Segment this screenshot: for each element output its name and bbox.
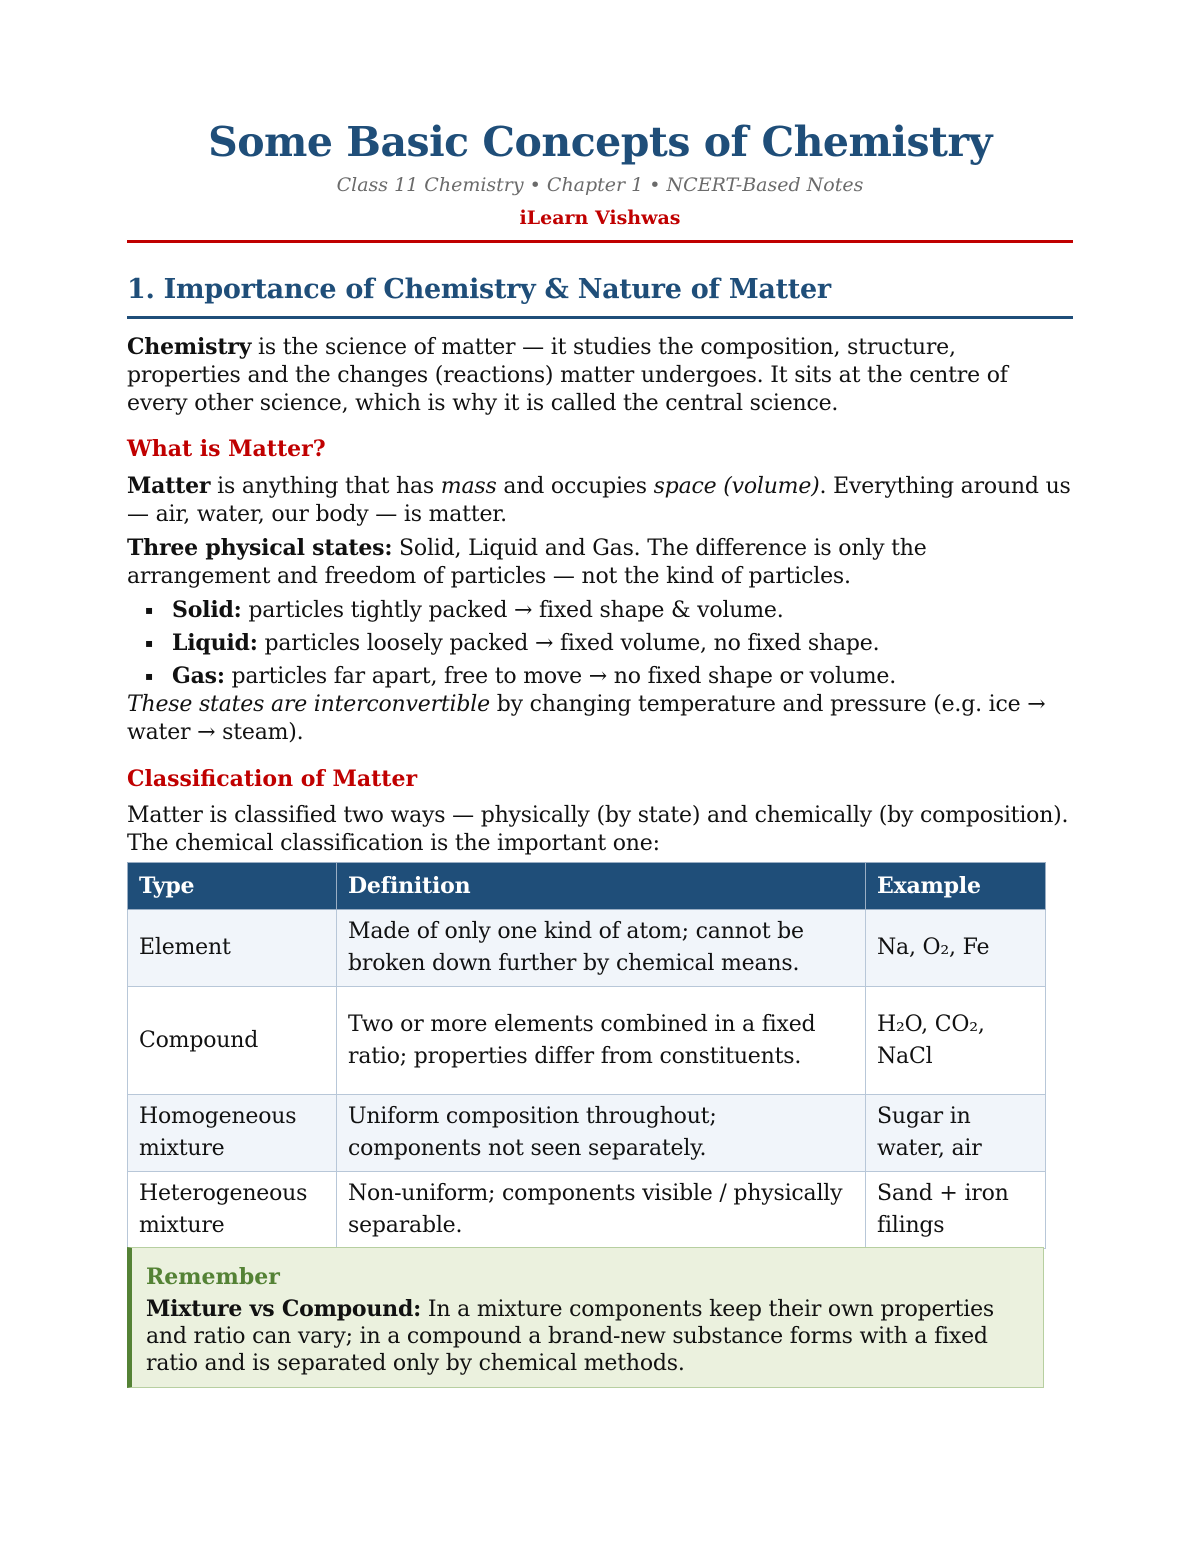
callout-term: Mixture vs Compound: [146, 1296, 422, 1322]
matter-mass: mass [440, 474, 497, 499]
matter-definition [127, 472, 1073, 529]
section-heading: 1. Importance of Chemistry & Nature of Matter [127, 274, 831, 305]
intro-text: is the science of matter — it studies the composition, structure, properties and the changes (reactions) matter undergoes. It sits at the centre of every other science, which is why it is called the central science. [127, 335, 1008, 416]
table-cell-type: Homogeneous mixture [128, 1095, 337, 1172]
matter-term: Matter [127, 473, 211, 499]
bullet-text: particles loosely packed → fixed volume, no fixed shape. [257, 631, 880, 656]
states-term: Three physical states: [127, 535, 393, 561]
page-title: Some Basic Concepts of Chemistry [208, 118, 992, 166]
remember-callout [127, 1247, 1044, 1388]
section-divider [127, 316, 1073, 319]
table-cell-example: Sand + iron filings [866, 1172, 1046, 1249]
title-divider [127, 240, 1073, 243]
table-header-definition: Definition [337, 863, 866, 910]
table-cell-definition: Two or more elements combined in a fixed ratio; properties differ from constituents. [337, 987, 866, 1095]
author-name: iLearn Vishwas [519, 207, 681, 229]
callout-body [146, 1296, 1036, 1377]
table-row [128, 1095, 1046, 1172]
matter-space: space (volume) [653, 474, 820, 499]
table-cell-type: Heterogeneous mixture [128, 1172, 337, 1249]
intro-paragraph [127, 333, 1073, 418]
bullet-term: Solid: [172, 597, 242, 623]
callout-title: Remember [146, 1264, 280, 1290]
table-row [128, 1172, 1046, 1249]
table-cell-definition: Non-uniform; components visible / physically separable. [337, 1172, 866, 1249]
table-cell-type: Compound [128, 987, 337, 1095]
interconvertible-text: by changing temperature and pressure (e.g. ice → water → steam). [127, 692, 1046, 745]
states-paragraph [127, 534, 1073, 591]
matter-text-1: is anything that has [210, 474, 441, 499]
intro-term: Chemistry [127, 334, 252, 360]
table-row [128, 987, 1046, 1095]
matter-text-3: . Everything around us — air, water, our body — is matter. [127, 474, 1071, 527]
table-cell-example: H₂O, CO₂, NaCl [866, 987, 1046, 1095]
bullet-term: Gas: [172, 663, 225, 689]
subheading-classification: Classification of Matter [127, 766, 418, 792]
table-row [128, 910, 1046, 987]
table-cell-definition: Made of only one kind of atom; cannot be broken down further by chemical means. [337, 910, 866, 987]
states-text: Solid, Liquid and Gas. The difference is only the arrangement and freedom of particles — not the kind of particles. [127, 536, 927, 589]
interconvertible-paragraph [127, 691, 1073, 747]
bullet-term: Liquid: [172, 630, 258, 656]
table-cell-type: Element [128, 910, 337, 987]
classification-table [127, 862, 1046, 1249]
table-cell-example: Sugar in water, air [866, 1095, 1046, 1172]
bullet-text: particles far apart, free to move → no fixed shape or volume. [224, 664, 897, 689]
list-item [145, 660, 1065, 693]
classification-intro: Matter is classified two ways — physically (by state) and chemically (by composition). The chemical classification is the important one: [127, 803, 1069, 856]
callout-text: In a mixture components keep their own properties and ratio can vary; in a compound a brand-new substance forms with a fixed ratio and is separated only by chemical methods. [146, 1297, 995, 1376]
table-header-row [128, 863, 1046, 910]
table-header-type: Type [128, 863, 337, 910]
interconvertible-italic: These states are interconvertible [127, 692, 490, 717]
page-subtitle: Class 11 Chemistry • Chapter 1 • NCERT-Based Notes [336, 174, 864, 196]
list-item [145, 627, 1065, 660]
matter-text-2: and occupies [496, 474, 654, 499]
list-item [145, 594, 1065, 627]
table-cell-example: Na, O₂, Fe [866, 910, 1046, 987]
table-cell-definition: Uniform composition throughout; components not seen separately. [337, 1095, 866, 1172]
states-list [145, 594, 1065, 693]
subheading-what-is-matter: What is Matter? [127, 436, 326, 462]
table-header-example: Example [866, 863, 1046, 910]
bullet-text: particles tightly packed → fixed shape & volume. [241, 598, 784, 623]
